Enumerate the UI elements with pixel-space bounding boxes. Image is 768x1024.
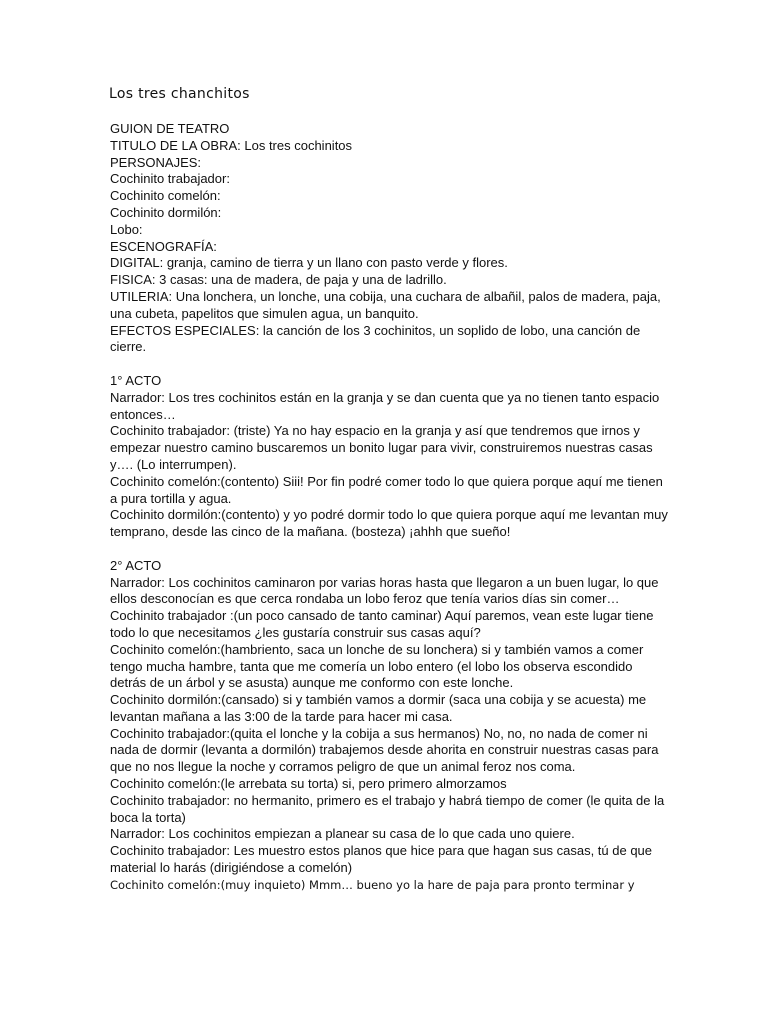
act2-line: Cochinito trabajador:(quita el lonche y la cobija a sus hermanos) No, no, no nada de comer ni nada de dormir (levanta a dormilón) trabajemos desde ahorita en construir nuestras casas para que no nos llegue la noche y corramos peligro de que un animal feroz nos coma. bbox=[110, 725, 659, 775]
spacer bbox=[110, 541, 670, 558]
act2-line: Cochinito dormilón:(cansado) si y también vamos a dormir (saca una cobija y se acuesta) me levantan mañana a las 3:00 de la tarde para hacer mi casa. bbox=[110, 692, 647, 724]
act1-line: Narrador: Los tres cochinitos están en la granja y se dan cuenta que ya no tienen tanto espacio entonces… bbox=[110, 389, 660, 422]
header-line: Lobo: bbox=[110, 221, 143, 237]
header-line: UTILERIA: Una lonchera, un lonche, una cobija, una cuchara de albañil, palos de madera, paja, una cubeta, papelitos que simulen agua, un banquito. bbox=[110, 288, 661, 321]
act2-line: Cochinito comelón:(muy inquieto) Mmm… bueno yo la hare de paja para pronto terminar y bbox=[110, 877, 635, 892]
document-title: Los tres chanchitos bbox=[109, 86, 250, 102]
act2-line: Narrador: Los cochinitos empiezan a planear su casa de lo que cada uno quiere. bbox=[110, 826, 575, 842]
spacer bbox=[110, 356, 670, 373]
act1-heading: 1° ACTO bbox=[110, 372, 162, 388]
act2-line: Narrador: Los cochinitos caminaron por varias horas hasta que llegaron a un buen lugar, lo que ellos desconocían es que cerca rondaba un lobo feroz que tenía varios días sin comer… bbox=[110, 574, 659, 607]
header-line: DIGITAL: granja, camino de tierra y un llano con pasto verde y flores. bbox=[110, 255, 508, 271]
act2-line: Cochinito comelón:(le arrebata su torta) si, pero primero almorzamos bbox=[110, 776, 507, 792]
act2-heading: 2° ACTO bbox=[110, 557, 162, 573]
header-line: Cochinito dormilón: bbox=[110, 204, 222, 220]
act2-line: Cochinito trabajador: Les muestro estos planos que hice para que hagan sus casas, tú de que material lo harás (dirigiéndose a comelón) bbox=[110, 843, 653, 876]
header-line: FISICA: 3 casas: una de madera, de paja y una de ladrillo. bbox=[110, 272, 447, 288]
act2-line: Cochinito trabajador :(un poco cansado de tanto caminar) Aquí paremos, vean este lugar tiene todo lo que necesitamos ¿les gustaría construir sus casas aquí? bbox=[110, 608, 654, 640]
header-line: TITULO DE LA OBRA: Los tres cochinitos bbox=[110, 137, 353, 153]
act1-line: Cochinito dormilón:(contento) y yo podré dormir todo lo que quiera porque aquí me levantan muy temprano, desde las cinco de la mañana. (bosteza) ¡ahhh que sueño! bbox=[110, 507, 668, 540]
header-line: PERSONAJES: bbox=[110, 154, 202, 170]
header-line: ESCENOGRAFÍA: bbox=[110, 238, 217, 254]
header-line: GUION DE TEATRO bbox=[110, 121, 230, 136]
document-body bbox=[110, 121, 670, 894]
header-line: Cochinito comelón: bbox=[110, 188, 221, 204]
header-line: Cochinito trabajador: bbox=[110, 171, 230, 187]
act2-line: Cochinito trabajador: no hermanito, primero es el trabajo y habrá tiempo de comer (le quita de la boca la torta) bbox=[110, 792, 665, 825]
act1-line: Cochinito comelón:(contento) Siii! Por fin podré comer todo lo que quiera porque aquí me tienen a pura tortilla y agua. bbox=[110, 473, 663, 506]
header-line: EFECTOS ESPECIALES: la canción de los 3 cochinitos, un soplido de lobo, una canción de cierre. bbox=[110, 322, 641, 355]
act1-line: Cochinito trabajador: (triste) Ya no hay espacio en la granja y así que tendremos que irnos y empezar nuestro camino buscaremos un bonito lugar para vivir, construiremos nuestras casas y…. (Lo interrumpen). bbox=[110, 423, 653, 472]
act2-line: Cochinito comelón:(hambriento, saca un lonche de su lonchera) si y también vamos a comer tengo mucha hambre, tanta que me comería un lobo entero (el lobo los observa escondido detrás de un árbol y se asusta) aunque me conformo con este lonche. bbox=[110, 641, 644, 691]
